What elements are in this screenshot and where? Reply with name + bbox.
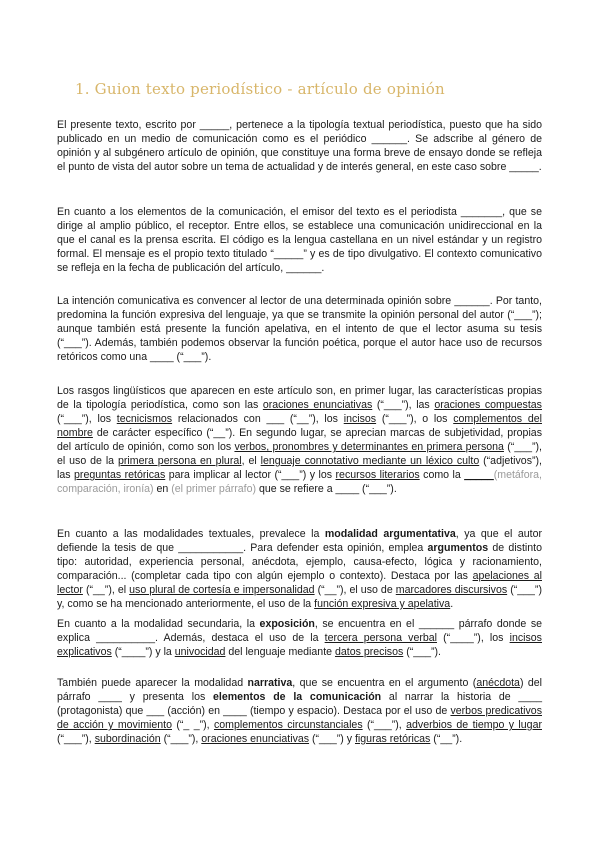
paragraph-narrative: También puede aparecer la modalidad narrativa, que se encuentra en el argumento (anécdota) del párrafo ____ y presenta los elementos de la comunicación al narrar la historia de ____ (protagonista) que ___ (acción) en ____ (tiempo y espacio). Destaca por el uso de verbos predicativos de acción y movimiento (“_ _”), complementos circunstanciales (“___”), adverbios de tiempo y lugar (“___”), subordinación (“___”), oraciones enunciativas (“___”) y figuras retóricas (“__”). bbox=[57, 677, 543, 745]
paragraph-communication: En cuanto a los elementos de la comunicación, el emisor del texto es el periodista _______, que se dirige al amplio público, el receptor. Entre ellos, se establece una comunicación unidireccional en la que el canal es la prensa escrita. El código es la lengua castellana en un nivel estándar y un registro formal. El mensaje es el propio texto titulado “_____” y es de tipo divulgativo. El contexto comunicativo se refleja en la fecha de publicación del artículo, ______. bbox=[57, 206, 542, 274]
paragraph-argumentative: En cuanto a las modalidades textuales, prevalece la modalidad argumentativa, ya que el autor defiende la tesis de que ___________. Para defender esta opinión, emplea argumentos de distinto tipo: autoridad, experiencia personal, anécdota, ejemplo, causa-efecto, lógica y racionamiento, comparación... (completar cada tipo con algún ejemplo o contexto). Destaca por las apelaciones al lector (“__”), el uso plural de cortesía e impersonalidad (“__”), el uso de marcadores discursivos (“___”) y, como se ha mencionado anteriormente, el uso de la función expresiva y apelativa. bbox=[57, 528, 542, 610]
paragraph-expository: En cuanto a la modalidad secundaria, la exposición, se encuentra en el ______ párrafo donde se explica __________. Además, destaca el uso de la tercera persona verbal (“____”), los incisos explicativos (“____”) y la univocidad del lenguaje mediante datos precisos (“___”). bbox=[57, 618, 543, 658]
paragraph-intro: El presente texto, escrito por _____, pertenece a la tipología textual periodística, puesto que ha sido publicado en un medio de comunicación como es el periódico ______. Se adscribe al género de opinión y al subgénero artículo de opinión, que constituye una forma breve de ensayo donde se refleja el punto de vista del autor sobre un tema de actualidad y de interés general, en este caso sobre _____. bbox=[57, 119, 542, 173]
paragraph-intention: La intención comunicativa es convencer al lector de una determinada opinión sobre ______. Por tanto, predomina la función expresiva del lenguaje, ya que se transmite la opinión personal del autor (“___”); aunque también está presente la función apelativa, en el intento de que el lector asuma su tesis (“___”). Además, también podemos observar la función poética, porque el autor hace uso de recursos retóricos como una ____ (“___”). bbox=[57, 295, 542, 363]
section-title: 1. Guion texto periodístico - artículo de opinión bbox=[75, 80, 445, 98]
paragraph-linguistic-features: Los rasgos lingüísticos que aparecen en este artículo son, en primer lugar, las características propias de la tipología periodística, como son las oraciones enunciativas (“___”), las oraciones compuestas (“___”), los tecnicismos relacionados con ___ (“__”), los incisos (“___”), o los complementos del nombre de carácter específico (“__”). En segundo lugar, se aprecian marcas de subjetividad, propias del artículo de opinión, como son los verbos, pronombres y determinantes en primera persona (“___”), el uso de la primera persona en plural, el lenguaje connotativo mediante un léxico culto (“adjetivos”), las preguntas retóricas para implicar al lector (“___”) y los recursos literarios como la _____(metáfora, comparación, ironía) en (el primer párrafo) que se refiere a ____ (“___”). bbox=[57, 385, 542, 495]
